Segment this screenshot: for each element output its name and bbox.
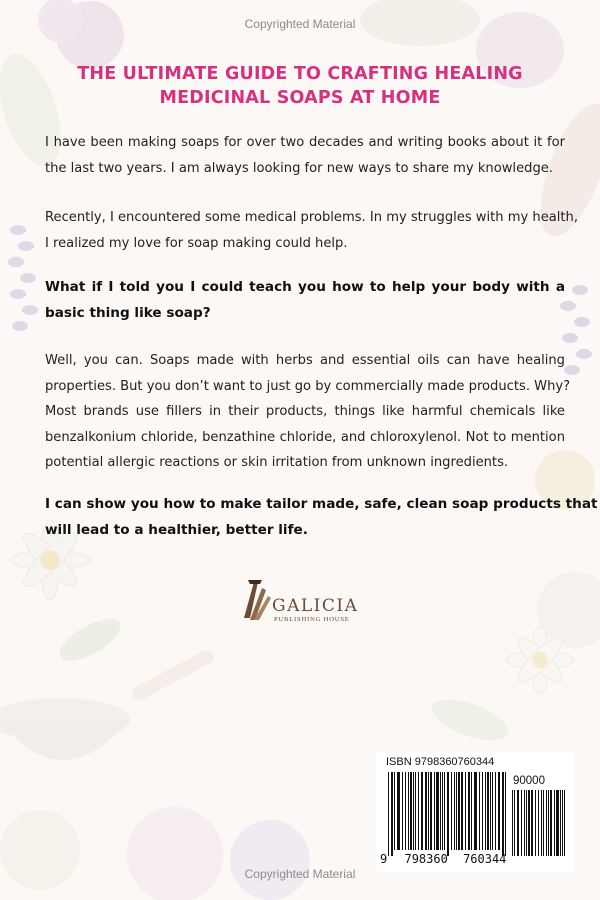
paragraph-question — [45, 275, 565, 326]
text-line: properties. But you don’t want to just go by commercially made products. Why? — [45, 378, 571, 394]
barcode-bar — [421, 772, 423, 850]
title-line-1: THE ULTIMATE GUIDE TO CRAFTING HEALING — [77, 64, 523, 84]
text-line: basic thing like soap? — [45, 304, 211, 321]
barcode-bar — [391, 772, 393, 856]
barcode-bar — [440, 772, 441, 850]
barcode-bar — [428, 772, 429, 850]
text-line: Recently, I encountered some medical problems. In my struggles with my health, — [45, 210, 579, 225]
barcode-bar — [397, 772, 400, 850]
barcode-bar — [456, 772, 457, 850]
barcode-bar — [485, 772, 486, 850]
barcode-bar — [415, 772, 416, 850]
barcode-bar — [394, 772, 395, 850]
barcode-bar — [531, 790, 533, 856]
ean-left-group: 798360 — [404, 852, 448, 866]
copyright-watermark-top: Copyrighted Material — [244, 17, 356, 31]
price-code: 90000 — [513, 775, 545, 787]
isbn-label: ISBN 9798360760344 — [386, 756, 495, 768]
paragraph-health — [45, 205, 579, 256]
barcode-bar — [418, 772, 419, 850]
barcode-bar — [402, 772, 403, 850]
barcode-bar — [535, 790, 536, 856]
barcode-bar — [451, 772, 452, 850]
barcode-bar — [514, 790, 515, 856]
text-line: potential allergic reactions or skin irritation from unknown ingredients. — [45, 455, 509, 470]
barcode-bar — [517, 790, 519, 856]
barcode-bar — [490, 772, 491, 850]
barcode-bar — [502, 772, 504, 856]
barcode-bar — [458, 772, 460, 850]
barcode-bar — [492, 772, 493, 850]
barcode-bar — [471, 772, 472, 850]
text-line: I realized my love for soap making could help. — [45, 235, 348, 251]
barcode-bar — [436, 772, 439, 850]
cover-title — [40, 62, 560, 110]
barcode-bar — [524, 790, 525, 856]
barcode-bar — [410, 772, 412, 850]
barcode-bar — [526, 790, 527, 856]
barcode-bar — [550, 790, 552, 856]
barcode-bar — [442, 772, 443, 850]
text-line: Well, you can. Soaps made with herbs and essential oils can have healing — [45, 353, 565, 368]
publisher-logo — [238, 574, 378, 630]
ean-right-group: 760344 — [463, 852, 507, 866]
barcode-bar — [521, 790, 522, 856]
barcode-bar — [430, 772, 432, 850]
barcode-bar — [543, 790, 544, 856]
barcode-bar — [444, 772, 445, 850]
barcode-bar — [408, 772, 409, 850]
ean-first-digit: 9 — [380, 852, 388, 866]
barcode-bar — [413, 772, 414, 850]
barcode-bar — [505, 772, 506, 856]
paragraph-promise — [45, 492, 598, 543]
ean-digits — [380, 852, 507, 866]
barcode-bar — [498, 772, 500, 850]
barcode-bar — [474, 772, 477, 850]
barcode-bar — [388, 772, 389, 856]
barcode-bar — [482, 772, 483, 850]
barcode-bar — [479, 772, 480, 850]
text-line: I can show you how to make tailor made, safe, clean soap products that — [45, 496, 598, 512]
paragraph-ingredients — [45, 348, 571, 476]
barcode-bar — [528, 790, 530, 856]
barcode-bar — [562, 790, 563, 856]
barcode-bar — [548, 790, 549, 856]
barcode-bar — [468, 772, 470, 850]
barcode-bar — [425, 772, 427, 850]
text-line: benzalkonium chloride, benzathine chloride, and chloroxylenol. Not to mention — [45, 429, 565, 445]
barcode-bar — [447, 772, 449, 856]
barcode-bar — [564, 790, 565, 856]
paragraph-intro — [45, 130, 565, 181]
text-line: What if I told you I could teach you how to help your body with a — [45, 279, 565, 295]
publisher-name: GALICIA — [272, 596, 359, 616]
barcode-bar — [465, 772, 466, 850]
barcode-bar — [461, 772, 463, 850]
text-line: the last two years. I am always looking for new ways to share my knowledge. — [45, 160, 553, 176]
barcode-bar — [538, 790, 539, 856]
barcode-bar — [454, 772, 455, 850]
isbn-barcode — [376, 752, 574, 872]
barcode-bar — [556, 790, 559, 856]
barcode-bar — [495, 772, 496, 850]
barcode-bar — [560, 790, 561, 856]
barcode-bar — [512, 790, 513, 856]
barcode-bar — [487, 772, 489, 850]
copyright-watermark-bottom: Copyrighted Material — [244, 867, 356, 881]
text-line: I have been making soaps for over two decades and writing books about it for — [45, 135, 565, 150]
barcode-bar — [405, 772, 406, 850]
barcode-bar — [554, 790, 555, 856]
barcode-bar — [434, 772, 435, 850]
barcode-bar — [546, 790, 547, 856]
text-line: Most brands use fillers in their products, things like harmful chemicals like — [45, 404, 565, 419]
text-line: will lead to a healthier, better life. — [45, 521, 308, 538]
title-line-2: MEDICINAL SOAPS AT HOME — [159, 88, 441, 108]
publisher-subtitle: PUBLISHING HOUSE — [274, 616, 350, 623]
barcode-bar — [541, 790, 542, 856]
